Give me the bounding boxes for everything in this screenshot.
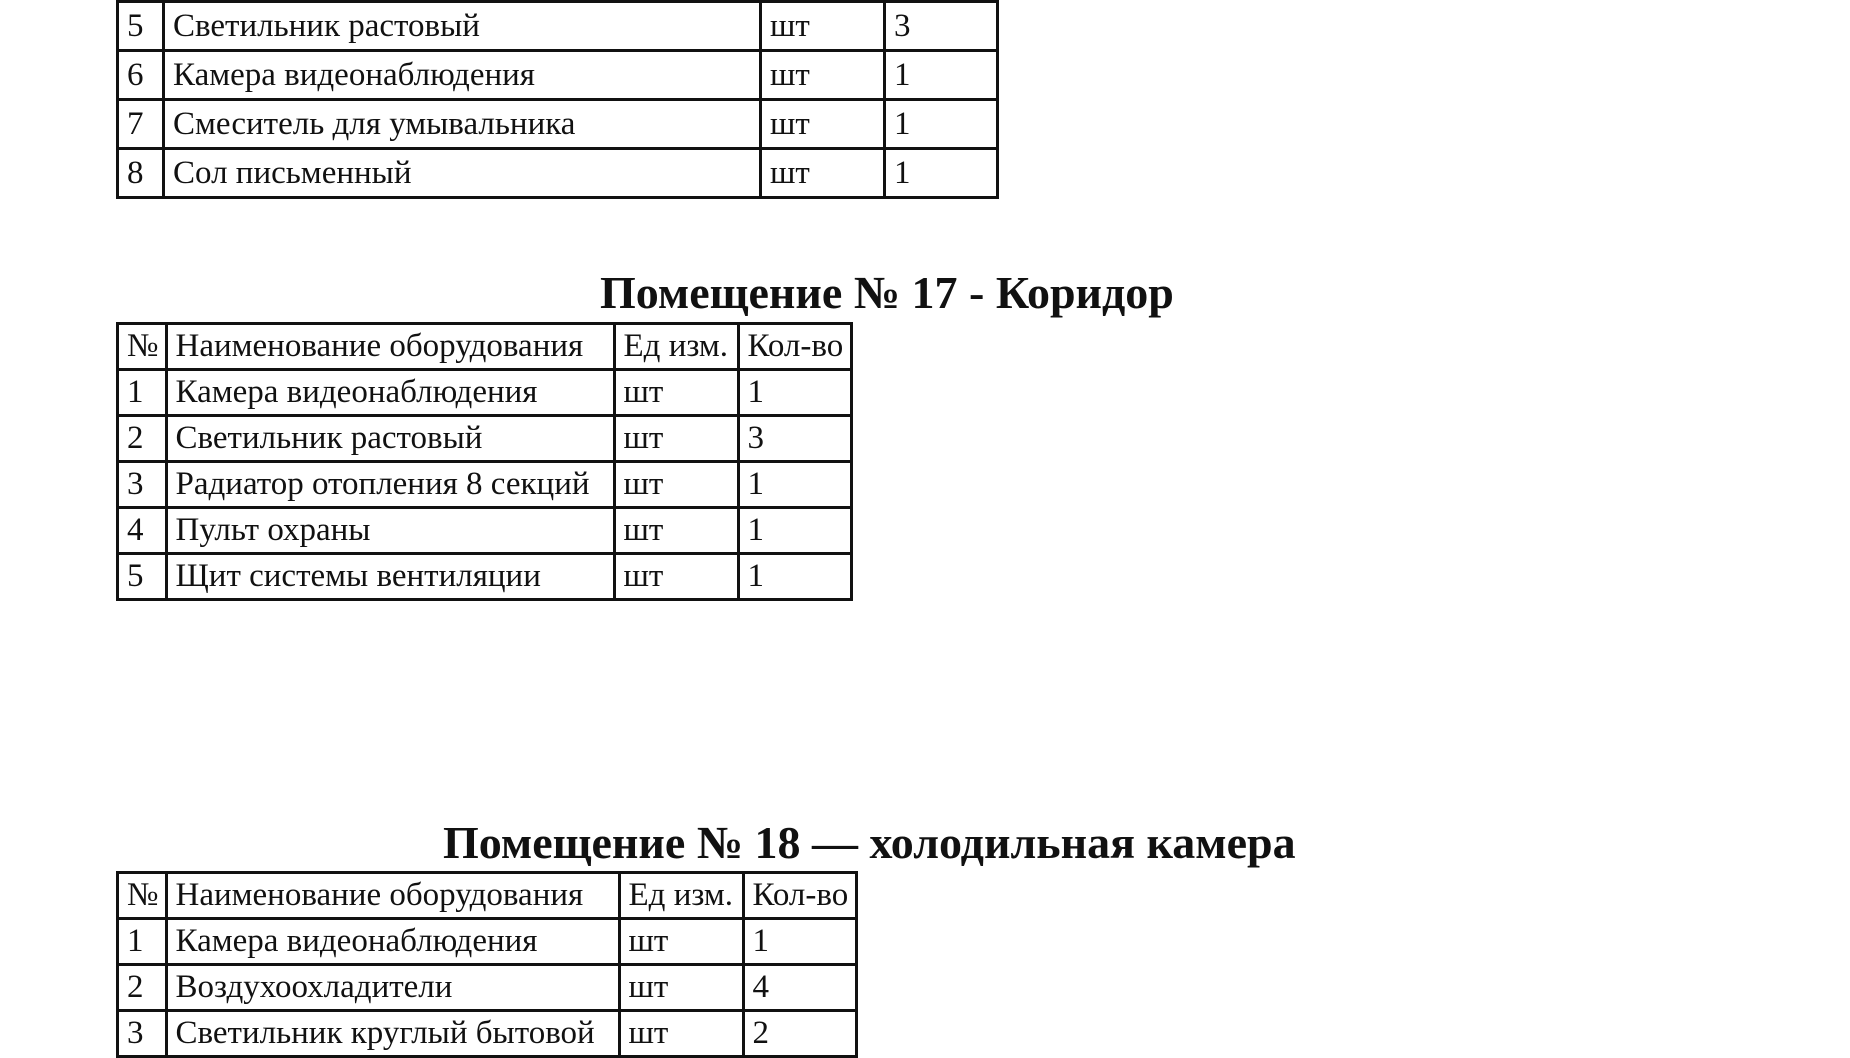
unit: шт [619,965,743,1011]
equipment-table-previous-room [116,0,999,199]
row-number: 7 [118,100,164,149]
row-number: 3 [118,1011,167,1057]
unit: шт [761,2,885,51]
column-header-quantity: Кол-во [743,873,856,919]
row-number: 4 [118,508,167,554]
column-header-unit: Ед изм. [614,324,738,370]
unit: шт [761,100,885,149]
quantity: 3 [885,2,998,51]
equipment-name: Радиатор отопления 8 секций [166,462,614,508]
table-row [118,919,857,965]
row-number: 5 [118,2,164,51]
unit: шт [614,370,738,416]
equipment-name: Щит системы вентиляции [166,554,614,600]
column-header-name: Наименование оборудования [166,324,614,370]
column-header-unit: Ед изм. [619,873,743,919]
unit: шт [614,554,738,600]
equipment-name: Камера видеонаблюдения [164,51,761,100]
equipment-name: Воздухоохладители [166,965,619,1011]
table-row [118,462,852,508]
row-number: 8 [118,149,164,198]
quantity: 1 [885,100,998,149]
row-number: 3 [118,462,167,508]
row-number: 5 [118,554,167,600]
quantity: 2 [743,1011,856,1057]
row-number: 1 [118,919,167,965]
unit: шт [619,1011,743,1057]
row-number: 1 [118,370,167,416]
quantity: 1 [738,508,851,554]
equipment-name: Камера видеонаблюдения [166,919,619,965]
column-header-name: Наименование оборудования [166,873,619,919]
unit: шт [761,51,885,100]
table-row [118,370,852,416]
table-row [118,554,852,600]
equipment-table-room-18 [116,871,858,1058]
column-header-number: № [118,873,167,919]
equipment-name: Пульт охраны [166,508,614,554]
column-header-number: № [118,324,167,370]
quantity: 1 [738,370,851,416]
table-row [118,100,998,149]
unit: шт [614,462,738,508]
quantity: 1 [885,149,998,198]
quantity: 1 [738,462,851,508]
unit: шт [614,416,738,462]
row-number: 2 [118,416,167,462]
unit: шт [619,919,743,965]
equipment-name: Камера видеонаблюдения [166,370,614,416]
equipment-name: Светильник растовый [164,2,761,51]
room-18-heading: Помещение № 18 — холодильная камера [443,817,1296,868]
row-number: 2 [118,965,167,1011]
table-header-row [118,873,857,919]
quantity: 1 [885,51,998,100]
unit: шт [761,149,885,198]
quantity: 4 [743,965,856,1011]
table-row [118,416,852,462]
table-row [118,149,998,198]
unit: шт [614,508,738,554]
table-row [118,508,852,554]
quantity: 1 [738,554,851,600]
table-row [118,1011,857,1057]
quantity: 3 [738,416,851,462]
table-header-row [118,324,852,370]
equipment-name: Светильник круглый бытовой [166,1011,619,1057]
quantity: 1 [743,919,856,965]
table-row [118,51,998,100]
equipment-name: Светильник растовый [166,416,614,462]
table-row [118,2,998,51]
column-header-quantity: Кол-во [738,324,851,370]
equipment-name: Смеситель для умывальника [164,100,761,149]
table-row [118,965,857,1011]
room-17-heading: Помещение № 17 - Коридор [600,267,1174,318]
row-number: 6 [118,51,164,100]
equipment-table-room-17 [116,322,853,601]
equipment-name: Сол письменный [164,149,761,198]
